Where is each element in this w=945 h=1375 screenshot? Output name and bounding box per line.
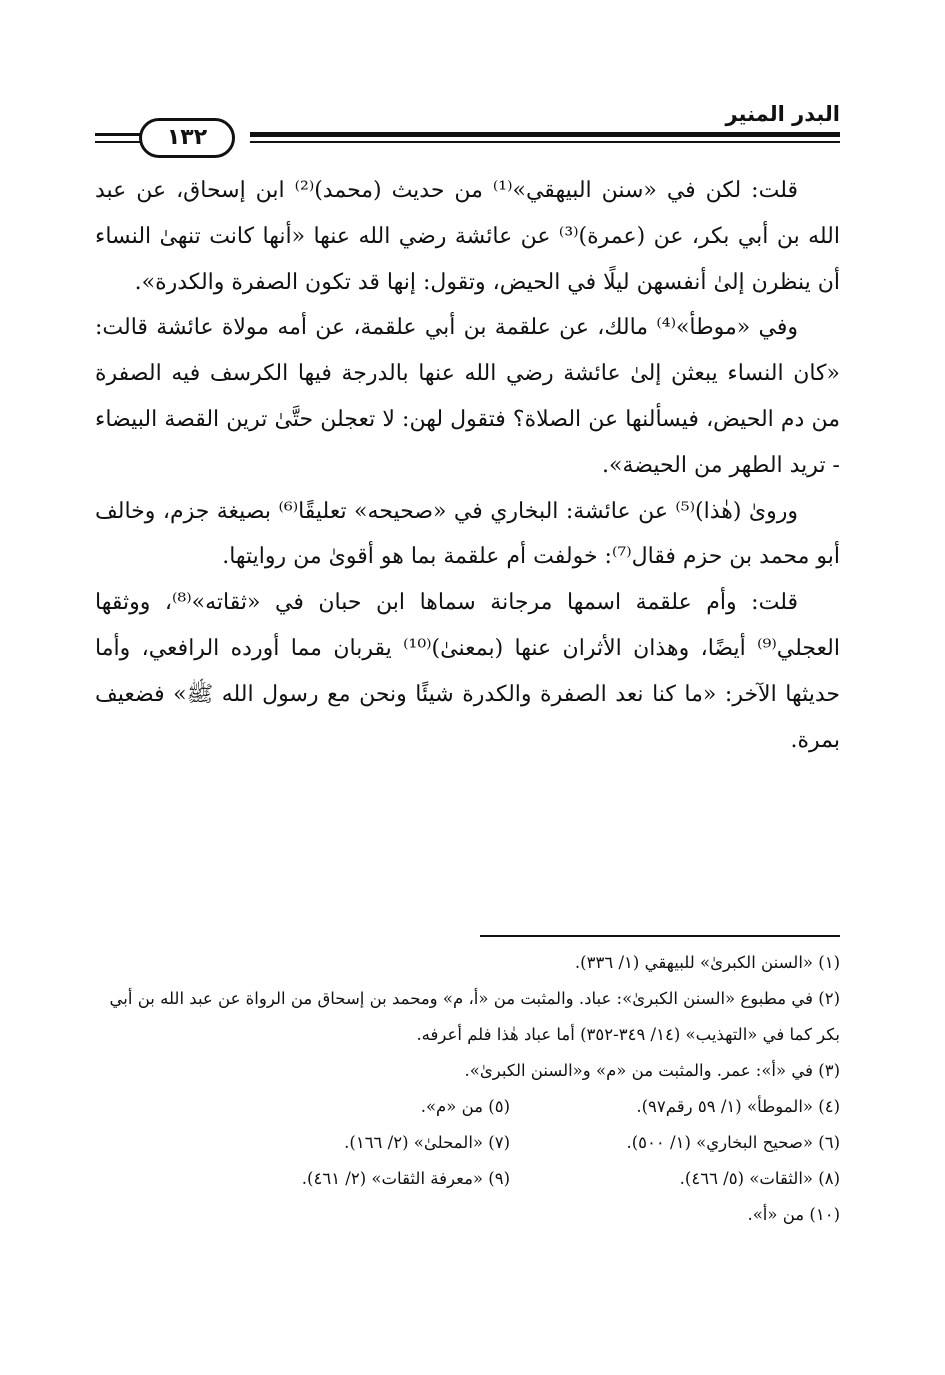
footnote-10: (١٠) من «أ». bbox=[747, 1205, 840, 1224]
running-title: البدر المنير bbox=[725, 102, 840, 126]
footnote-9: (٩) «معرفة الثقات» (٢/ ٤٦١). bbox=[301, 1169, 510, 1188]
paragraph-1: قلت: لكن في «سنن البيهقي»⁽¹⁾ من حديث (محمد)⁽²⁾ ابن إسحاق، عن عبد الله بن أبي بكر، عن (عمرة)⁽³⁾ عن عائشة رضي الله عنها «أنها كانت تنهىٰ النساء أن ينظرن إلىٰ أنفسهن ليلًا في الحيض، وتقول: إنها قد تكون الصفرة والكدرة». bbox=[95, 178, 840, 295]
header-rule-thick bbox=[250, 132, 840, 137]
footnote-row-4-5 bbox=[95, 1089, 840, 1125]
footnote-5: (٥) من «م». bbox=[420, 1097, 510, 1116]
footnote-6: (٦) «صحيح البخاري» (١/ ٥٠٠). bbox=[626, 1133, 840, 1152]
main-text bbox=[95, 168, 840, 763]
footnote-7: (٧) «المحلىٰ» (٢/ ١٦٦). bbox=[344, 1133, 510, 1152]
paragraph-3: ورویٰ (هٰذا)⁽⁵⁾ عن عائشة: البخاري في «صحيحه» تعليقًا⁽⁶⁾ بصيغة جزم، وخالف أبو محمد بن حزم فقال⁽⁷⁾: خولفت أم علقمة بما هو أقوىٰ من روايتها. bbox=[95, 498, 840, 570]
footnote-3: (٣) في «أ»: عمر. والمثبت من «م» و«السنن الكبرىٰ». bbox=[464, 1061, 840, 1080]
page-header bbox=[95, 100, 840, 160]
footnotes bbox=[95, 945, 840, 1233]
paragraph-4: قلت: وأم علقمة اسمها مرجانة سماها ابن حبان في «ثقاته»⁽⁸⁾، ووثقها العجلي⁽⁹⁾ أيضًا، وهذان الأثران عنها (بمعنىٰ)⁽¹⁰⁾ يقربان مما أورده الرافعي، وأما حديثها الآخر: «ما كنا نعد الصفرة والكدرة شيئًا ونحن مع رسول الله ﷺ» فضعيف بمرة. bbox=[95, 590, 840, 753]
footnote-1: (١) «السنن الكبرىٰ» للبيهقي (١/ ٣٣٦). bbox=[574, 953, 840, 972]
header-rule-left-thin bbox=[95, 141, 143, 143]
header-rule-thin bbox=[250, 141, 840, 143]
footnote-divider bbox=[480, 935, 840, 937]
paragraph-2: وفي «موطأ»⁽⁴⁾ مالك، عن علقمة بن أبي علقمة، عن أمه مولاة عائشة قالت: «كان النساء يبعثن إلىٰ عائشة رضي الله عنها بالدرجة فيها الكرسف فيه الصفرة من دم الحيض، فيسألنها عن الصلاة؟ فتقول لهن: لا تعجلن حتَّىٰ ترين القصة البيضاء - تريد الطهر من الحيضة». bbox=[95, 315, 840, 478]
page-number: ١٣٢ bbox=[139, 118, 235, 158]
header-rule-left bbox=[95, 133, 143, 136]
footnote-8: (٨) «الثقات» (٥/ ٤٦٦). bbox=[679, 1169, 840, 1188]
footnote-4: (٤) «الموطأ» (١/ ٥٩ رقم٩٧). bbox=[636, 1097, 840, 1116]
footnote-row-6-7 bbox=[95, 1125, 840, 1161]
footnote-row-8-9 bbox=[95, 1161, 840, 1197]
footnote-2: (٢) في مطبوع «السنن الكبرىٰ»: عباد. والمثبت من «أ، م» ومحمد بن إسحاق من الرواة عن عبد الله بن أبي بكر كما في «التهذيب» (١٤/ ٣٤٩-٣٥٢) أما عباد هٰذا فلم أعرفه. bbox=[109, 989, 840, 1044]
